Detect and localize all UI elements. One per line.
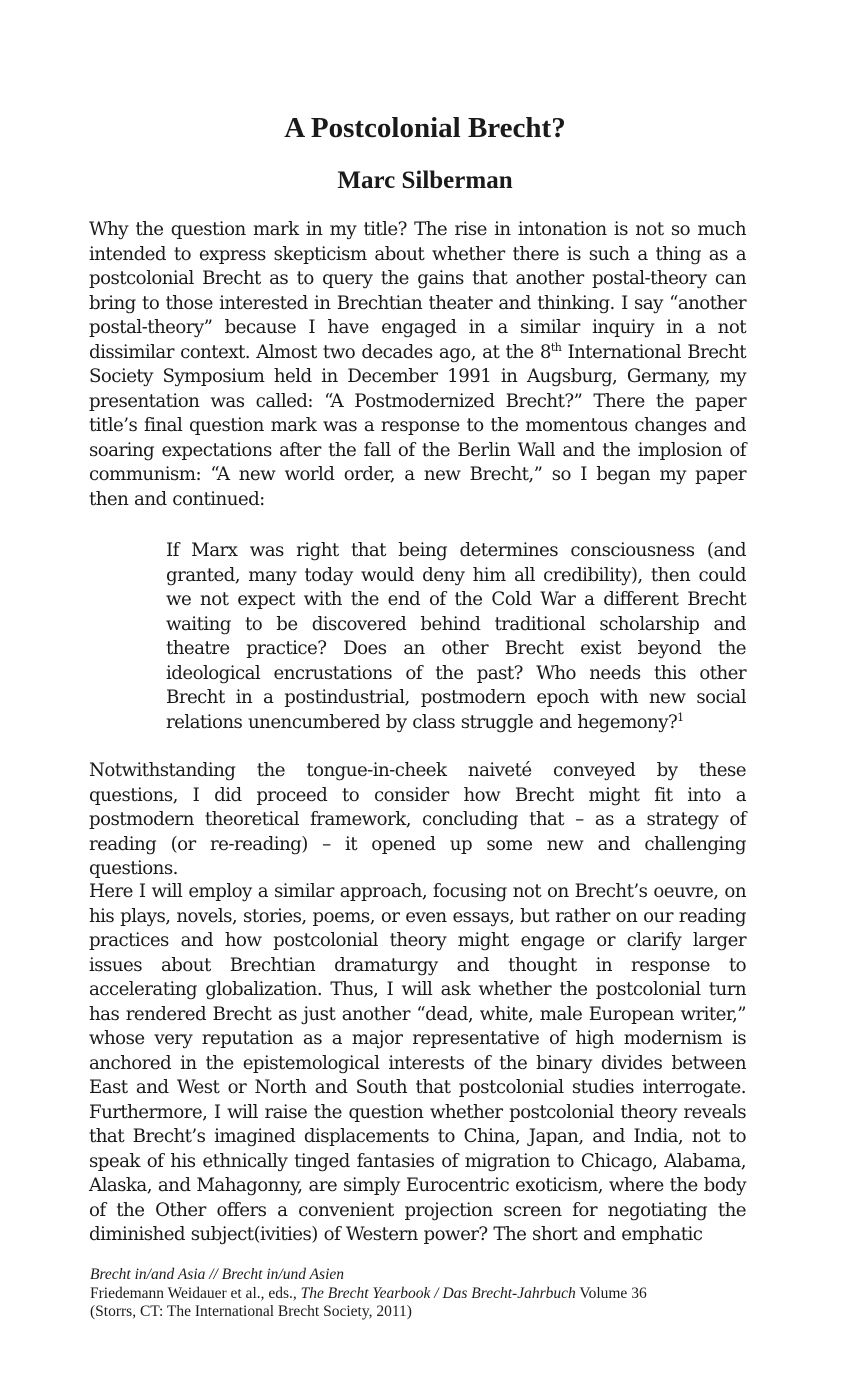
- author-name: Marc Silberman: [337, 167, 513, 194]
- ordinal-suffix: th: [550, 340, 562, 354]
- paragraph-approach: Here I will employ a similar approach, focusing not on Brecht’s oeuvre, on his plays, novels, stories, poems, or even essays, but rather on our reading practices and how postcolonial theory might engage or clarify larger issues about Brechtian dramaturgy and thought in response to accelerating globalization. Thus, I will ask whether the postcolonial turn has rendered Brecht as just another “dead, white, male European writer,” whose very reputation as a major representative of high modernism is anchored in the epistemological interests of the binary divides between East and West or North and South that postcolonial studies interrogate. Furthermore, I will raise the question whether postcolonial theory reveals that Brecht’s imagined displacements to China, Japan, and India, not to speak of his ethnically tinged fantasies of migration to Chicago, Alabama, Alaska, and Mahagonny, are simply Eurocentric exoticism, where the body of the Other offers a convenient projection screen for negotiating the diminished subject(ivities) of Western power? The short and emphatic: [89, 881, 746, 1245]
- footer-volume-title: Brecht in/and Asia // Brecht in/und Asien: [90, 1266, 345, 1283]
- paragraph-intro-part1: Why the question mark in my title? The rise in intonation is not so much intended to express skepticism about whether there is such a thing as a postcolonial Brecht as to query the gains that another postal-theory can bring to those interested in Brechtian theater and thinking. I say “another postal-theory” because I have engaged in a similar inquiry in a not dissimilar context. Almost two decades ago, at the 8: [89, 219, 746, 363]
- paragraph-intro: [89, 218, 746, 512]
- footer-editors: Friedemann Weidauer et al., eds.,: [90, 1284, 297, 1302]
- block-quote: [166, 539, 746, 735]
- footnote-marker[interactable]: 1: [677, 710, 684, 724]
- paragraph-naivete: Notwithstanding the tongue-in-cheek naiveté conveyed by these questions, I did proceed to consider how Brecht might fit into a postmodern theoretical framework, concluding that – as a strategy of reading (or re-reading) – it opened up some new and challenging questions.: [89, 760, 746, 879]
- footer-publisher: (Storrs, CT: The International Brecht Society, 2011): [90, 1303, 412, 1320]
- footer-volume: Volume 36: [579, 1284, 647, 1302]
- block-quote-text: If Marx was right that being determines consciousness (and granted, many today would deny him all credibility), then could we not expect with the end of the Cold War a different Brecht waiting to be discovered behind traditional scholarship and theatre practice? Does an other Brecht exist beyond the ideological encrustations of the past? Who needs this other Brecht in a postindustrial, postmodern epoch with new social relations unencumbered by class struggle and hegemony?: [166, 540, 746, 733]
- article-title: A Postcolonial Brecht?: [284, 112, 566, 144]
- page-footer: [90, 1266, 770, 1322]
- paragraph-intro-part2: International Brecht Society Symposium held in December 1991 in Augsburg, Germany, my presentation was called: “A Postmodernized Brecht?” There the paper title’s final question mark was a response to the momentous changes and soaring expectations after the fall of the Berlin Wall and the implosion of communism: “A new world order, a new Brecht,” so I began my paper then and continued:: [89, 341, 746, 510]
- footer-yearbook: The Brecht Yearbook / Das Brecht-Jahrbuch: [300, 1284, 576, 1302]
